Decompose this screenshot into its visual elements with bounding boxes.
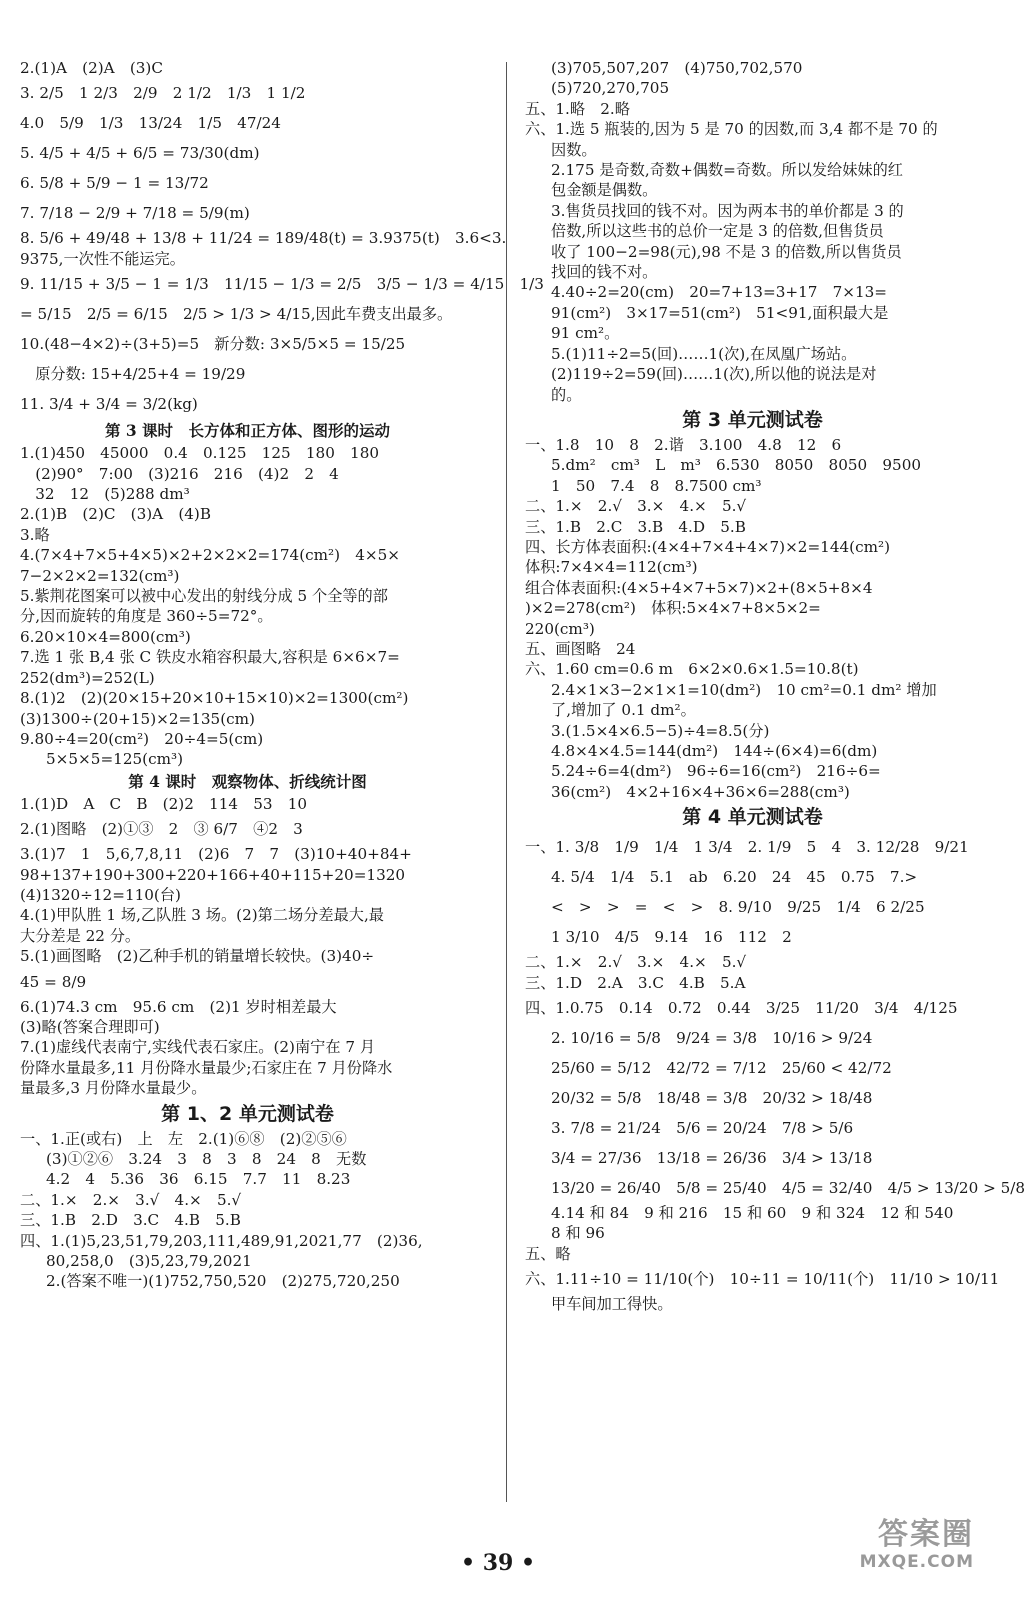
answer-line: 7−2×2×2=132(cm³) (20, 566, 180, 585)
answer-line: 252(dm³)=252(L) (20, 668, 155, 687)
answer-line: 11. 3/4 + 3/4 = 3/2(kg) (20, 395, 198, 414)
answer-line: 4.(1)甲队胜 1 场,乙队胜 3 场。(2)第二场分差最大,最 (20, 906, 384, 925)
answer-line: 一、1.8 10 8 2.谐 3.100 4.8 12 6 (525, 435, 842, 454)
answer-line: 二、1.× 2.√ 3.× 4.× 5.√ (525, 497, 747, 516)
answer-line: 9375,一次性不能运完。 (20, 249, 185, 268)
answer-line: 3. 7/8 = 21/24 5/6 = 20/24 7/8 > 5/6 (551, 1119, 854, 1138)
right-column (525, 58, 1025, 1315)
answer-line: 一、1.正(或右) 上 左 2.(1)⑥⑧ (2)②⑤⑥ (20, 1129, 347, 1148)
answer-line: 6.(1)74.3 cm 95.6 cm (2)1 岁时相差最大 (20, 997, 337, 1016)
answer-line: 体积:7×4×4=112(cm³) (525, 558, 698, 577)
answer-line: 三、1.D 2.A 3.C 4.B 5.A (525, 973, 746, 992)
answer-line: 原分数: 15+4/25+4 = 19/29 (20, 365, 246, 384)
answer-line: 3.(1.5×4×6.5−5)÷4=8.5(分) (551, 721, 770, 740)
answer-line: 2. 10/16 = 5/8 9/24 = 3/8 10/16 > 9/24 (551, 1029, 873, 1048)
answer-line: 分,因而旋转的角度是 360÷5=72°。 (20, 607, 273, 626)
answer-line: 2.4×1×3−2×1×1=10(dm²) 10 cm²=0.1 dm² 增加 (551, 680, 937, 699)
answer-line: 45 = 8/9 (20, 972, 87, 991)
answer-line: 5×5×5=125(cm³) (46, 750, 183, 769)
answer-line: 四、1.(1)5,23,51,79,203,111,489,91,2021,77 (2)36, (20, 1231, 423, 1250)
answer-line: 甲车间加工得快。 (551, 1295, 673, 1314)
answer-line: 5.(1)画图略 (2)乙种手机的销量增长较快。(3)40÷ (20, 947, 375, 966)
answer-line: 五、略 (525, 1244, 571, 1263)
answer-line: 20/32 = 5/8 18/48 = 3/8 20/32 > 18/48 (551, 1089, 873, 1108)
answer-line: (3)略(答案合理即可) (20, 1017, 160, 1036)
answer-line: 收了 100−2=98(元),98 不是 3 的倍数,所以售货员 (551, 242, 902, 261)
answer-line: 三、1.B 2.C 3.B 4.D 5.B (525, 517, 746, 536)
answer-line: 13/20 = 26/40 5/8 = 25/40 4/5 = 32/40 4/5 > 13/20 > 5/8 (551, 1179, 1025, 1198)
answer-line: 7. 7/18 − 2/9 + 7/18 = 5/9(m) (20, 204, 250, 223)
answer-line: 36(cm²) 4×2+16×4+36×6=288(cm³) (551, 782, 850, 801)
answer-line: 4.14 和 84 9 和 216 15 和 60 9 和 324 12 和 540 (551, 1204, 954, 1223)
answer-line: 3.(1)7 1 5,6,7,8,11 (2)6 7 7 (3)10+40+84+ (20, 845, 412, 864)
answer-line: 6.20×10×4=800(cm³) (20, 627, 191, 646)
answer-line: 7.(1)虚线代表南宁,实线代表石家庄。(2)南宁在 7 月 (20, 1038, 376, 1057)
answer-line: 大分差是 22 分。 (20, 926, 141, 945)
answer-line: 五、1.略 2.略 (525, 99, 630, 118)
answer-line: 4.2 4 5.36 36 6.15 7.7 11 8.23 (46, 1170, 351, 1189)
answer-line: 2.(1)图略 (2)①③ 2 ③ 6/7 ④2 3 (20, 820, 303, 839)
answer-line: 5.紫荆花图案可以被中心发出的射线分成 5 个全等的部 (20, 587, 388, 606)
answer-line: 四、1.0.75 0.14 0.72 0.44 3/25 11/20 3/4 4/125 (525, 999, 958, 1018)
answer-line: 5. 4/5 + 4/5 + 6/5 = 73/30(dm) (20, 144, 260, 163)
answer-line: = 5/15 2/5 = 6/15 2/5 > 1/3 > 4/15,因此车费支出最多。 (20, 305, 453, 324)
answer-line: 220(cm³) (525, 619, 595, 638)
answer-line: 3. 2/5 1 2/3 2/9 2 1/2 1/3 1 1/2 (20, 84, 306, 103)
answer-line: 91(cm²) 3×17=51(cm²) 51<91,面积最大是 (551, 303, 889, 322)
watermark-logo (860, 1518, 974, 1572)
answer-line: 8.(1)2 (2)(20×15+20×10+15×10)×2=1300(cm²) (20, 689, 409, 708)
answer-line: 4.40÷2=20(cm) 20=7+13=3+17 7×13= (551, 283, 888, 302)
answer-line: 2.(答案不唯一)(1)752,750,520 (2)275,720,250 (46, 1272, 400, 1291)
answer-line: 倍数,所以这些书的总价一定是 3 的倍数,但售货员 (551, 222, 884, 241)
lesson-title: 第 3 课时 长方体和正方体、图形的运动 (104, 421, 391, 441)
answer-line: 五、画图略 24 (525, 639, 636, 658)
answer-line: )×2=278(cm²) 体积:5×4×7+8×5×2= (525, 599, 821, 618)
answer-line: 2.(1)B (2)C (3)A (4)B (20, 505, 212, 524)
answer-line: 10.(48−4×2)÷(3+5)=5 新分数: 3×5/5×5 = 15/25 (20, 335, 406, 354)
answer-line: 二、1.× 2.√ 3.× 4.× 5.√ (525, 953, 747, 972)
answer-line: 份降水量最多,11 月份降水量最少;石家庄在 7 月份降水 (20, 1058, 393, 1077)
answer-line: 5.24÷6=4(dm²) 96÷6=16(cm²) 216÷6= (551, 762, 881, 781)
answer-line: 六、1.11÷10 = 11/10(个) 10÷11 = 10/11(个) 11/10 > 10/11 (525, 1270, 1000, 1289)
answer-line: 5.(1)11÷2=5(回)……1(次),在凤凰广场站。 (551, 344, 857, 363)
answer-line: (3)1300÷(20+15)×2=135(cm) (20, 709, 255, 728)
answer-line: 8 和 96 (551, 1224, 605, 1243)
answer-line: 8. 5/6 + 49/48 + 13/8 + 11/24 = 189/48(t) = 3.9375(t) 3.6<3. (20, 229, 507, 248)
answer-line: 2.175 是奇数,奇数+偶数=奇数。所以发给妹妹的红 (551, 161, 903, 180)
answer-line: 的。 (551, 385, 582, 404)
answer-line: 三、1.B 2.D 3.C 4.B 5.B (20, 1211, 241, 1230)
lesson-title: 第 4 课时 观察物体、折线统计图 (128, 771, 367, 791)
section-title: 第 3 单元测试卷 (682, 408, 823, 431)
answer-line: (3)①②⑥ 3.24 3 8 3 8 24 8 无数 (46, 1150, 367, 1168)
answer-line: 组合体表面积:(4×5+4×7+5×7)×2+(8×5+8×4 (525, 578, 873, 597)
answer-line: 1 3/10 4/5 9.14 16 112 2 (551, 928, 792, 947)
answer-line: < > > = < > 8. 9/10 9/25 1/4 6 2/25 (551, 898, 925, 917)
answer-line: (5)720,270,705 (551, 79, 670, 98)
answer-line: (2)90° 7:00 (3)216 216 (4)2 2 4 (20, 464, 339, 483)
answer-line: 六、1.选 5 瓶装的,因为 5 是 70 的因数,而 3,4 都不是 70 的 (525, 120, 938, 139)
answer-line: 找回的钱不对。 (551, 263, 658, 282)
answer-line: 4.0 5/9 1/3 13/24 1/5 47/24 (20, 114, 281, 133)
answer-line: 3.售货员找回的钱不对。因为两本书的单价都是 3 的 (551, 201, 904, 220)
answer-line: 1.(1)450 45000 0.4 0.125 125 180 180 (20, 444, 380, 463)
answer-line: 二、1.× 2.× 3.√ 4.× 5.√ (20, 1190, 242, 1209)
answer-line: 7.选 1 张 B,4 张 C 铁皮水箱容积最大,容积是 6×6×7= (20, 648, 400, 667)
answer-line: (2)119÷2=59(回)……1(次),所以他的说法是对 (551, 365, 877, 384)
answer-line: (4)1320÷12=110(台) (20, 885, 181, 904)
page-number: • 39 • (460, 1550, 536, 1576)
left-column (20, 58, 544, 1292)
answer-line: 98+137+190+300+220+166+40+115+20=1320 (20, 865, 406, 884)
answer-line: 32 12 (5)288 dm³ (20, 485, 190, 504)
answer-line: 2.(1)A (2)A (3)C (20, 59, 163, 77)
answer-line: 91 cm²。 (551, 324, 620, 343)
answer-line: (3)705,507,207 (4)750,702,570 (551, 59, 803, 77)
column-divider (506, 62, 507, 1502)
answer-line: 9.80÷4=20(cm²) 20÷4=5(cm) (20, 729, 264, 748)
answer-line: 因数。 (551, 140, 597, 159)
watermark-domain: MXQE.COM (859, 1552, 974, 1572)
answer-line: 80,258,0 (3)5,23,79,2021 (46, 1252, 252, 1271)
answer-line: 3/4 = 27/36 13/18 = 26/36 3/4 > 13/18 (551, 1149, 873, 1168)
answer-line: 3.略 (20, 525, 50, 544)
answer-line: 六、1.60 cm=0.6 m 6×2×0.6×1.5=10.8(t) (525, 660, 859, 679)
answer-line: 25/60 = 5/12 42/72 = 7/12 25/60 < 42/72 (551, 1059, 892, 1078)
section-title: 第 4 单元测试卷 (682, 806, 823, 829)
answer-line: 量最多,3 月份降水量最少。 (20, 1079, 207, 1098)
answer-line: 4. 5/4 1/4 5.1 ab 6.20 24 45 0.75 7.> (551, 868, 918, 887)
answer-line: 了,增加了 0.1 dm²。 (551, 701, 696, 720)
answer-line: 5.dm² cm³ L m³ 6.530 8050 8050 9500 (551, 456, 922, 475)
answer-line: 6. 5/8 + 5/9 − 1 = 13/72 (20, 174, 209, 193)
answer-line: 一、1. 3/8 1/9 1/4 1 3/4 2. 1/9 5 4 3. 12/28 9/21 (525, 838, 969, 857)
answer-line: 1 50 7.4 8 8.7500 cm³ (551, 476, 762, 495)
answer-line: 四、长方体表面积:(4×4+7×4+4×7)×2=144(cm²) (525, 537, 891, 556)
watermark-logo-text: 答案圈 (878, 1517, 974, 1552)
answer-line: 4.8×4×4.5=144(dm²) 144÷(6×4)=6(dm) (551, 742, 878, 760)
answer-line: 4.(7×4+7×5+4×5)×2+2×2×2=174(cm²) 4×5× (20, 546, 401, 565)
answer-line: 9. 11/15 + 3/5 − 1 = 1/3 11/15 − 1/3 = 2/5 3/5 − 1/3 = 4/15 1/3 (20, 275, 544, 294)
section-title: 第 1、2 单元测试卷 (161, 1102, 334, 1125)
answer-line: 1.(1)D A C B (2)2 114 53 10 (20, 794, 308, 813)
answer-line: 包金额是偶数。 (551, 181, 658, 200)
